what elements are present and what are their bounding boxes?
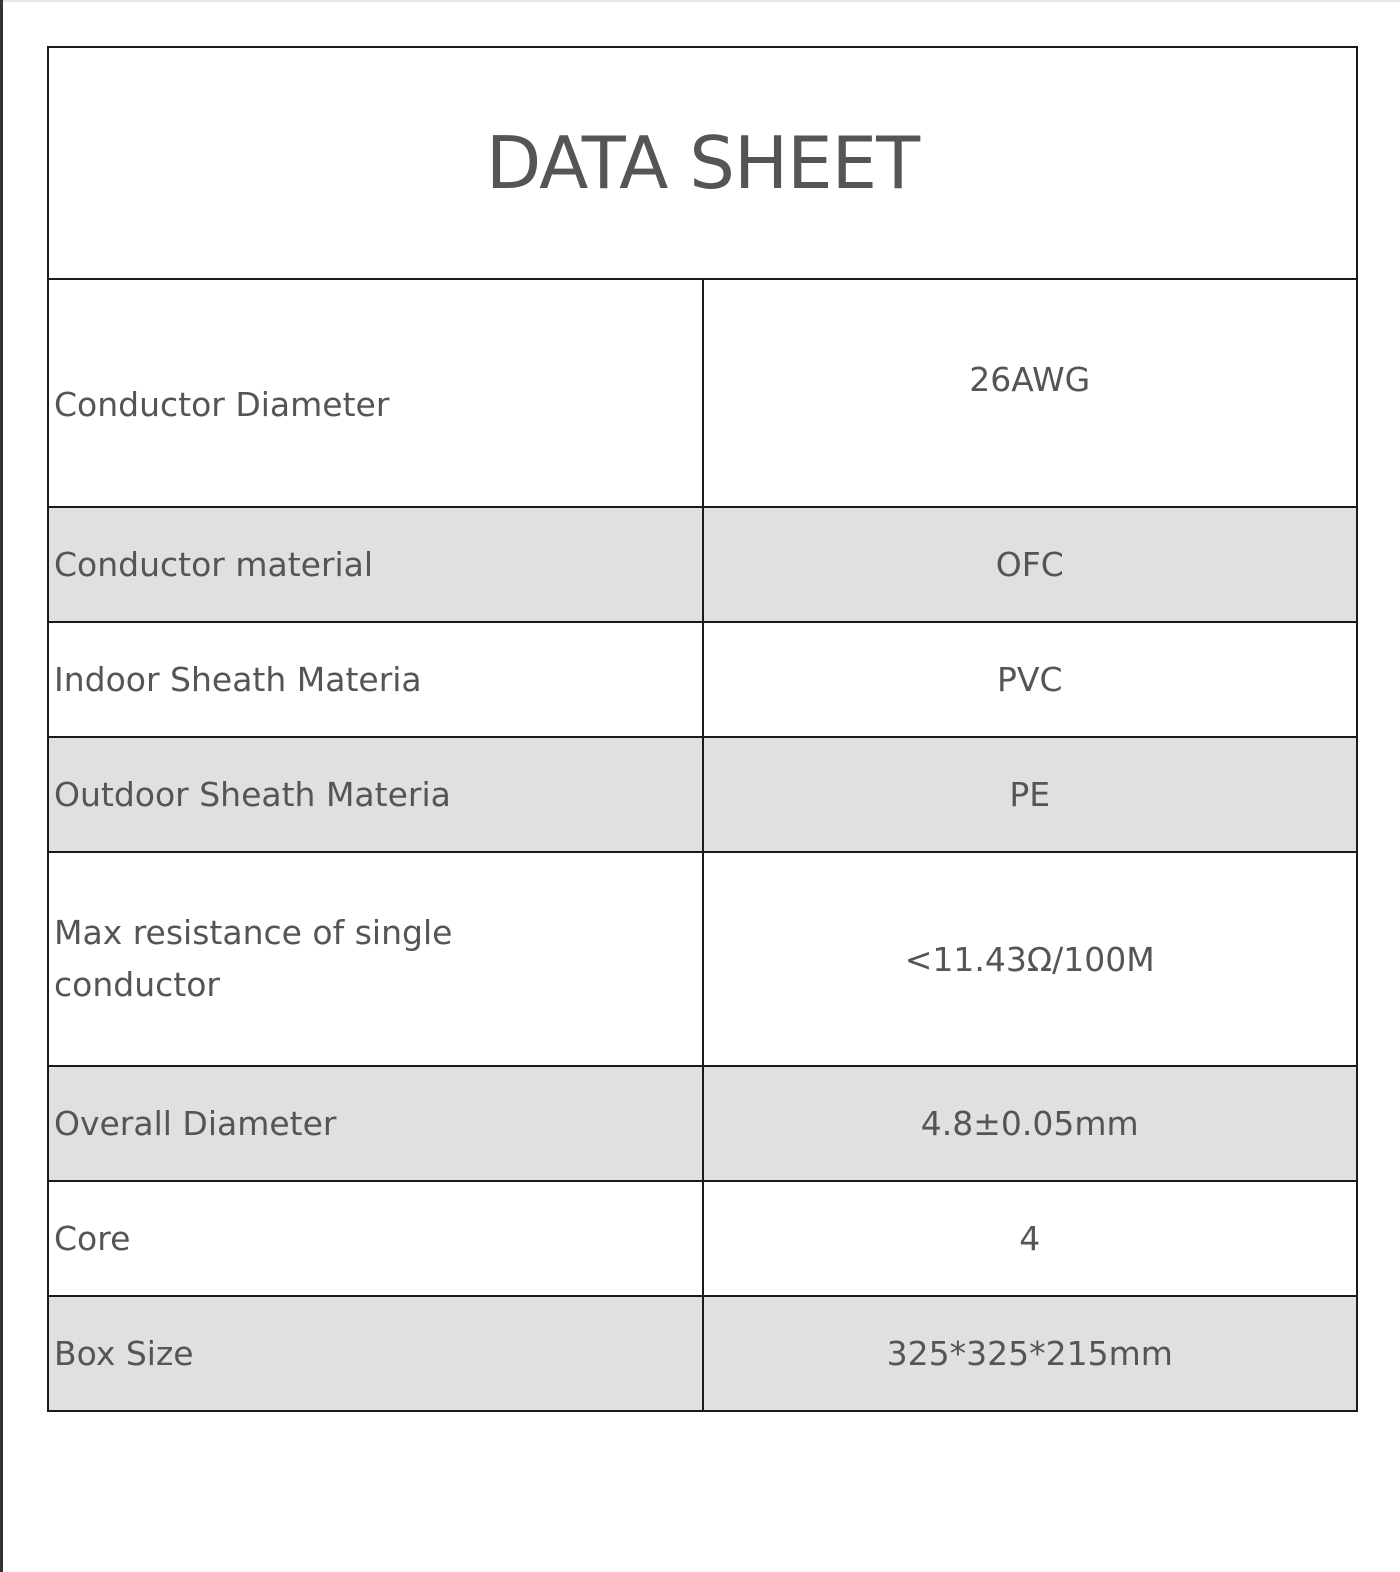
table-row [48, 1181, 1357, 1296]
table-row [48, 622, 1357, 737]
table-row [48, 507, 1357, 622]
table-row [48, 279, 1357, 507]
row-label: Overall Diameter [48, 1066, 703, 1181]
row-value: <11.43Ω/100M [703, 852, 1358, 1066]
row-value: PVC [703, 622, 1358, 737]
table-row [48, 852, 1357, 1066]
row-value [703, 279, 1358, 507]
row-label [48, 279, 703, 507]
title-row [48, 47, 1357, 279]
row-label [48, 852, 703, 1066]
row-value: PE [703, 737, 1358, 852]
label-text: Max resistance of single conductor [54, 913, 453, 1004]
row-label: Outdoor Sheath Materia [48, 737, 703, 852]
row-label: Core [48, 1181, 703, 1296]
row-value: OFC [703, 507, 1358, 622]
page-top-border [3, 0, 1400, 2]
table-row [48, 1066, 1357, 1181]
page-left-border [0, 0, 3, 1572]
row-label: Conductor material [48, 507, 703, 622]
row-label: Box Size [48, 1296, 703, 1411]
data-sheet-table [47, 46, 1358, 1412]
row-value: 4.8±0.05mm [703, 1066, 1358, 1181]
label-text: Conductor Diameter [54, 385, 390, 424]
value-text: 26AWG [969, 359, 1091, 399]
data-sheet-title: DATA SHEET [48, 47, 1357, 279]
table-row [48, 1296, 1357, 1411]
row-label: Indoor Sheath Materia [48, 622, 703, 737]
row-value: 325*325*215mm [703, 1296, 1358, 1411]
row-value: 4 [703, 1181, 1358, 1296]
table-row [48, 737, 1357, 852]
